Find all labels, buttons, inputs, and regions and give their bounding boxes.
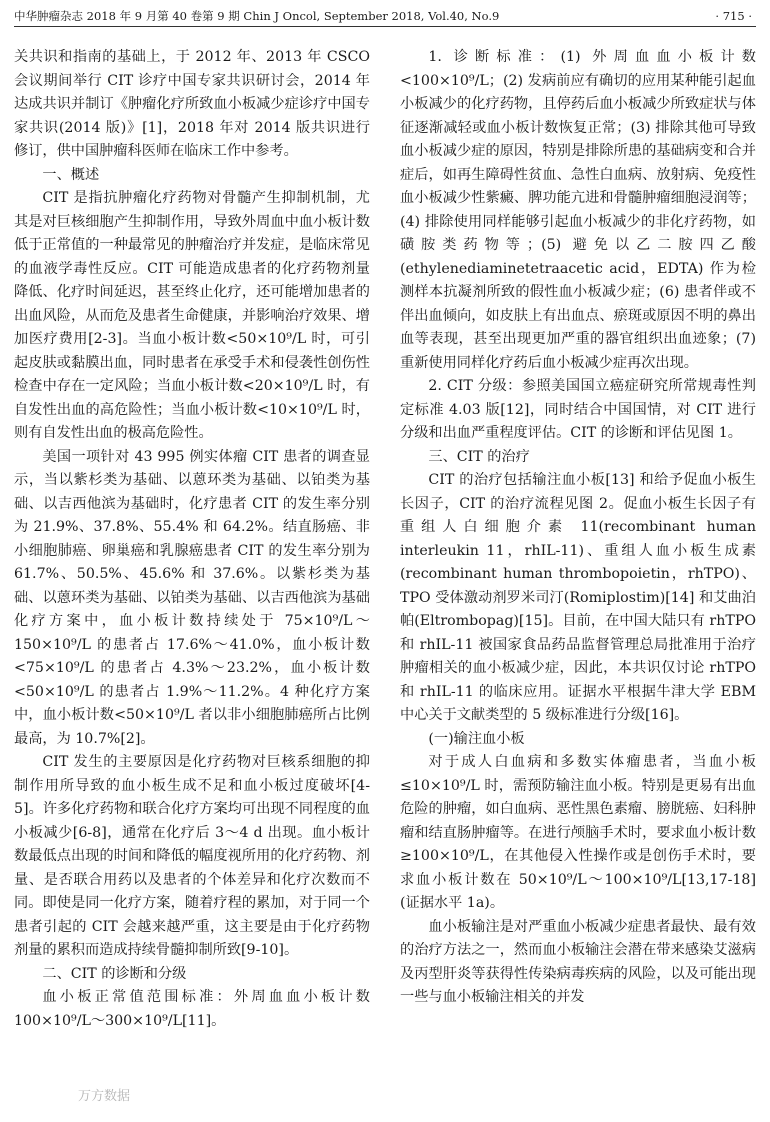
subsection-heading-platelet-transfusion: (一)输注血小板 [428,730,525,747]
watermark: 万方数据 [78,1089,131,1104]
paragraph-normal-range: 血小板正常值范围标准：外周血血小板计数 100×10⁹/L～300×10⁹/L[11]。 [14,989,370,1029]
left-column [14,46,370,1033]
paragraph-transfusion-risk: 血小板输注是对严重血小板减少症患者最快、最有效的治疗方法之一，然而血小板输注会潜在带来感染艾滋病及丙型肝炎等获得性传染病毒疾病的风险，以及可能出现一些与血小板输注相关的并发 [400,918,756,1005]
paragraph-diagnostic-criteria: 1. 诊断标准：(1) 外周血血小板计数<100×10⁹/L；(2) 发病前应有确切的应用某种能引起血小板减少的化疗药物，且停药后血小板减少所致症状与体征逐渐减轻或血小板计数恢复正常；(3) 排除其他可导致血小板减少症的原因，特别是排除所患的基础病变和合并症后，如再生障碍性贫血、急性白血病、放射病、免疫性血小板减少性紫癜、脾功能亢进和骨髓肿瘤细胞浸润等；(4) 排除使用同样能够引起血小板减少的非化疗药物，如磺胺类药物等；(5) 避免以乙二胺四乙酸(ethylenediaminetetraacetic acid，EDTA) 作为检测样本抗凝剂所致的假性血小板减少症；(6) 患者伴或不伴出血倾向，如皮肤上有出血点、瘀斑或原因不明的鼻出血等表现，甚至出现更加严重的器官组织出血迹象；(7) 重新使用同样化疗药后血小板减少症再次出现。 [400,49,756,371]
paragraph-treatment-overview: CIT 的治疗包括输注血小板[13] 和给予促血小板生长因子，CIT 的治疗流程见图 2。促血小板生长因子有重组人白细胞介素 11(recombinant human interleukin 11，rhIL-11)、重组人血小板生成素(recombinant human thrombopoietin，rhTPO)、TPO 受体激动剂罗米司汀(Romiplostim)[14] 和艾曲泊帕(Eltrombopag)[15]。目前，在中国大陆只有 rhTPO 和 rhIL-11 被国家食品药品监督管理总局批准用于治疗肿瘤相关的血小板减少症，因此，本共识仅讨论 rhTPO 和 rhIL-11 的临床应用。证据水平根据牛津大学 EBM 中心关于文献类型的 5 级标准进行分级[16]。 [400,472,756,723]
paragraph-cit-grading: 2. CIT 分级：参照美国国立癌症研究所常规毒性判定标准 4.03 版[12]，同时结合中国国情，对 CIT 进行分级和出血严重程度评估。CIT 的诊断和评估见图 1。 [400,378,756,441]
section-heading-diagnosis: 二、CIT 的诊断和分级 [42,965,187,982]
right-column [400,46,756,1010]
journal-citation: 中华肿瘤杂志 2018 年 9 月第 40 卷第 9 期 Chin J Oncol, September 2018, Vol.40, No.9 [14,9,500,23]
paragraph-us-survey: 美国一项针对 43 995 例实体瘤 CIT 患者的调查显示，当以紫杉类为基础、以蒽环类为基础、以铂类为基础、以吉西他滨为基础时，化疗患者 CIT 的发生率分别为 21.9%、37.8%、55.4% 和 64.2%。结直肠癌、非小细胞肺癌、卵巢癌和乳腺癌患者 CIT 的发生率分别为 61.7%、50.5%、45.6% 和 37.6%。以紫杉类为基础、以蒽环类为基础、以铂类为基础、以吉西他滨为基础化疗方案中，血小板计数持续处于 75×10⁹/L～150×10⁹/L 的患者占 17.6%～41.0%，血小板计数<75×10⁹/L 的患者占 4.3%～23.2%，血小板计数<50×10⁹/L 的患者占 1.9%～11.2%。4 种化疗方案中，血小板计数<50×10⁹/L 者以非小细胞肺癌所占比例最高，为 10.7%[2]。 [14,448,370,747]
paragraph-transfusion-threshold: 对于成人白血病和多数实体瘤患者，当血小板≤10×10⁹/L 时，需预防输注血小板。特别是更易有出血危险的肿瘤，如白血病、恶性黑色素瘤、膀胱癌、妇科肿瘤和结直肠肿瘤等。在进行颅脑手术时，要求血小板计数≥100×10⁹/L，在其他侵入性操作或是创伤手术时，要求血小板计数在 50×10⁹/L～100×10⁹/L[13,17-18](证据水平 1a)。 [400,754,756,911]
section-heading-treatment: 三、CIT 的治疗 [428,448,530,465]
section-heading-overview: 一、概述 [42,166,100,183]
paragraph-cit-cause: CIT 发生的主要原因是化疗药物对巨核系细胞的抑制作用所导致的血小板生成不足和血小板过度破坏[4-5]。许多化疗药物和联合化疗方案均可出现不同程度的血小板减少[6-8]，通常在化疗后 3～4 d 出现。血小板计数最低点出现的时间和降低的幅度视所用的化疗药物、剂量、是否联合用药以及患者的个体差异和化疗次数而不同。即使是同一化疗方案，随着疗程的累加，对于同一个患者引起的 CIT 会越来越严重，这主要是由于化疗药物剂量的累积而造成持续骨髓抑制所致[9-10]。 [14,754,370,958]
page-number: · 715 · [715,9,752,23]
paragraph-cit-definition: CIT 是指抗肿瘤化疗药物对骨髓产生抑制机制，尤其是对巨核细胞产生抑制作用，导致外周血中血小板计数低于正常值的一种最常见的肿瘤治疗并发症，是临床常见的血液学毒性反应。CIT 可能造成患者的化疗药物剂量降低、化疗时间延迟，甚至终止化疗，还可能增加患者的出血风险，从而危及患者生命健康，并影响治疗效果、增加医疗费用[2-3]。当血小板计数<50×10⁹/L 时，可引起皮肤或黏膜出血，同时患者在承受手术和侵袭性创伤性检查中存在一定风险；当血小板计数<20×10⁹/L 时，有自发性出血的高危险性；当血小板计数<10×10⁹/L 时，则有自发性出血的极高危险性。 [14,190,370,441]
paragraph-continued: 关共识和指南的基础上，于 2012 年、2013 年 CSCO 会议期间举行 CIT 诊疗中国专家共识研讨会，2014 年达成共识并制订《肿瘤化疗所致血小板减少症诊疗中国专家共识(2014 版)》[1]，2018 年对 2014 版共识进行修订，供中国肿瘤科医师在临床工作中参考。 [14,49,370,159]
running-header [14,6,756,27]
